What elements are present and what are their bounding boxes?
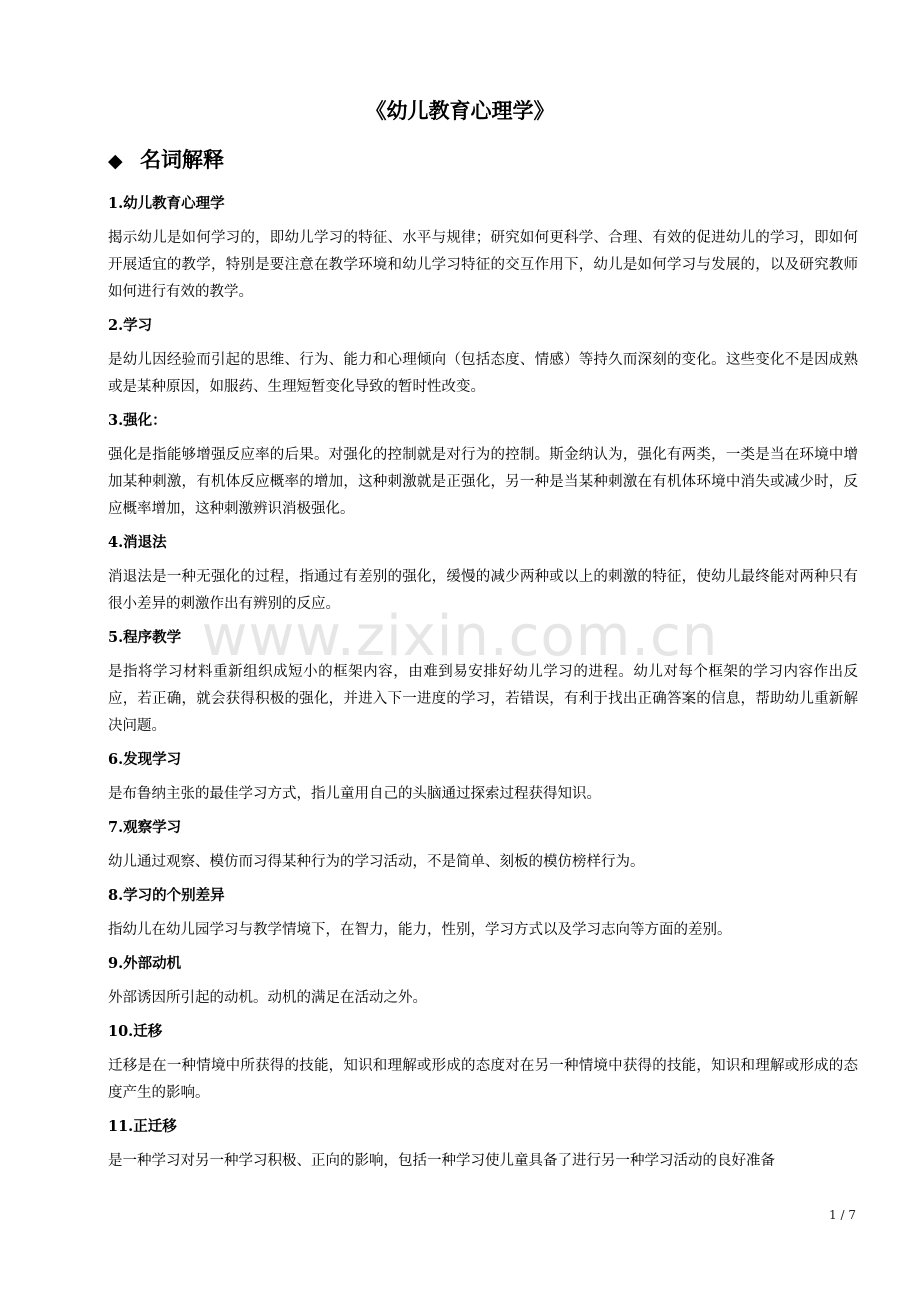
- term-definition: 幼儿通过观察、模仿而习得某种行为的学习活动，不是简单、刻板的模仿榜样行为。: [108, 854, 645, 870]
- term-definition: 是指将学习材料重新组织成短小的框架内容，由难到易安排好幼儿学习的进程。幼儿对每个框架的学习内容作出反应，若正确，就会获得积极的强化，并进入下一进度的学习，若错误，有利于找出正确答案的信息，帮助幼儿重新解决问题。: [108, 664, 858, 734]
- diamond-bullet-icon: ◆: [108, 150, 123, 172]
- term-definition: 外部诱因所引起的动机。动机的满足在活动之外。: [108, 990, 427, 1006]
- term-title: 7.观察学习: [108, 819, 182, 836]
- term-title: 5.程序教学: [108, 629, 182, 646]
- term-title: 11.正迁移: [108, 1118, 177, 1135]
- term-title: 2.学习: [108, 317, 153, 334]
- term-title: 10.迁移: [108, 1023, 163, 1040]
- term-entry: [108, 1115, 858, 1175]
- term-entry: [108, 626, 858, 740]
- term-title: 3.强化：: [108, 412, 167, 429]
- term-title: 8.学习的个别差异: [108, 887, 225, 904]
- term-definition: 揭示幼儿是如何学习的，即幼儿学习的特征、水平与规律；研究如何更科学、合理、有效的促进幼儿的学习，即如何开展适宜的教学，特别是要注意在教学环境和幼儿学习特征的交互作用下，幼儿是如何学习与发展的，以及研究教师如何进行有效的教学。: [108, 230, 858, 300]
- section-heading: [108, 145, 224, 176]
- section-heading-label: 名词解释: [140, 148, 224, 172]
- term-entry: [108, 314, 858, 401]
- terms-list: [108, 192, 858, 1183]
- term-entry: [108, 1020, 858, 1107]
- term-definition: 指幼儿在幼儿园学习与教学情境下，在智力，能力，性别，学习方式以及学习志向等方面的差别。: [108, 922, 732, 938]
- term-title: 1.幼儿教育心理学: [108, 195, 225, 212]
- term-title: 9.外部动机: [108, 955, 182, 972]
- watermark: www.zixin.com.cn: [201, 604, 719, 669]
- page-number: 1 / 7: [829, 1208, 856, 1222]
- term-entry: [108, 952, 858, 1012]
- term-title: 6.发现学习: [108, 751, 182, 768]
- term-entry: [108, 816, 858, 876]
- term-definition: 是幼儿因经验而引起的思维、行为、能力和心理倾向（包括态度、情感）等持久而深刻的变化。这些变化不是因成熟或是某种原因，如服药、生理短暂变化导致的暂时性改变。: [108, 352, 858, 395]
- term-entry: [108, 192, 858, 306]
- term-title: 4.消退法: [108, 534, 167, 551]
- term-entry: [108, 409, 858, 523]
- term-entry: [108, 531, 858, 618]
- term-definition: 迁移是在一种情境中所获得的技能，知识和理解或形成的态度对在另一种情境中获得的技能，知识和理解或形成的态度产生的影响。: [108, 1058, 858, 1101]
- term-definition: 消退法是一种无强化的过程，指通过有差别的强化，缓慢的减少两种或以上的刺激的特征，使幼儿最终能对两种只有很小差异的刺激作出有辨别的反应。: [108, 569, 858, 612]
- term-definition: 是一种学习对另一种学习积极、正向的影响，包括一种学习使儿童具备了进行另一种学习活动的良好准备: [108, 1153, 775, 1169]
- term-definition: 强化是指能够增强反应率的后果。对强化的控制就是对行为的控制。斯金纳认为，强化有两类，一类是当在环境中增加某种刺激，有机体反应概率的增加，这种刺激就是正强化，另一种是当某种刺激在有机体环境中消失或减少时，反应概率增加，这种刺激辨识消极强化。: [108, 447, 858, 517]
- term-definition: 是布鲁纳主张的最佳学习方式，指儿童用自己的头脑通过探索过程获得知识。: [108, 786, 601, 802]
- term-entry: [108, 748, 858, 808]
- term-entry: [108, 884, 858, 944]
- document-title: 《幼儿教育心理学》: [365, 99, 555, 123]
